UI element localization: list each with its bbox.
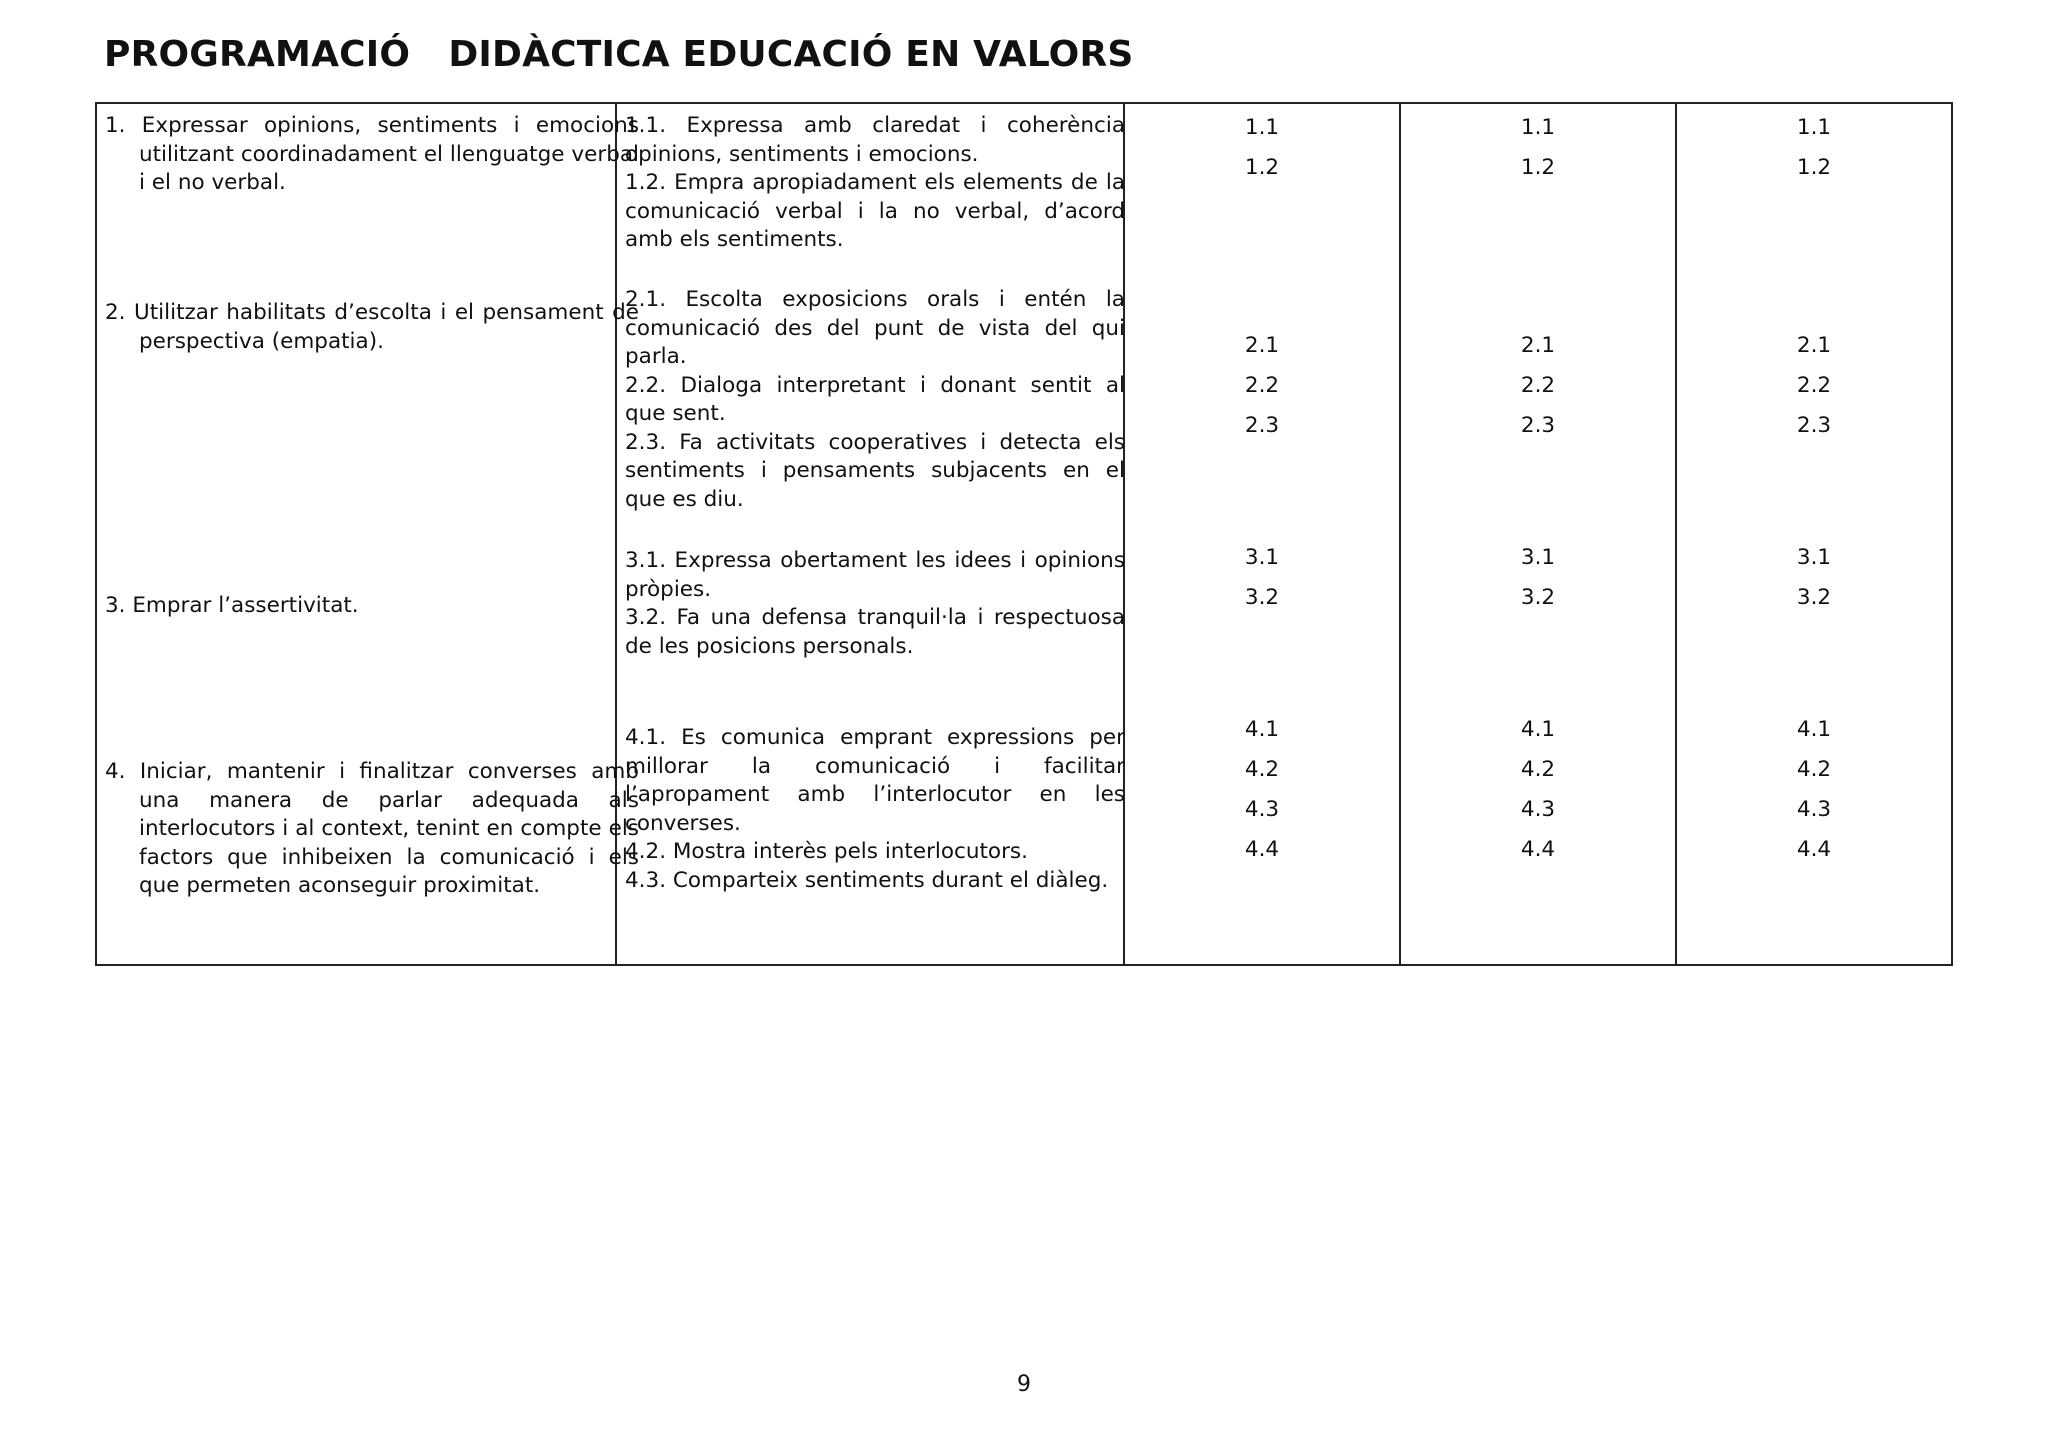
refs-group-4: [1677, 710, 1951, 870]
page-number: 9: [1017, 1372, 1031, 1397]
objective-4: 4. Iniciar, mantenir i finalitzar converses amb una manera de parlar adequada als interlocutors i al context, tenint en compte els factors que inhibeixen la comunicació i els que permeten aconseguir proximitat.: [105, 759, 639, 898]
refs-group-3: [1401, 538, 1675, 618]
refs-group-4: [1125, 710, 1399, 870]
criteria-group-3: [625, 547, 1125, 661]
criterion-2-1: 2.1. Escolta exposicions orals i entén la comunicació des del punt de vista del qui parla.: [625, 287, 1125, 369]
refs-group-4: [1401, 710, 1675, 870]
criterion-1-2: 1.2. Empra apropiadament els elements de la comunicació verbal i la no verbal, d’acord amb els sentiments.: [625, 170, 1125, 252]
reference-column-2: [1400, 103, 1676, 965]
refs-group-2: [1125, 326, 1399, 446]
ref-number: 1.1: [1520, 115, 1556, 140]
objective-3: 3. Emprar l’assertivitat.: [105, 593, 359, 618]
ref-number: 4.4: [1244, 837, 1280, 862]
ref-number: 4.1: [1520, 717, 1556, 742]
refs-group-1: [1677, 108, 1951, 188]
refs-group-2: [1401, 326, 1675, 446]
programming-table: [95, 102, 1953, 966]
ref-number: 2.3: [1244, 413, 1280, 438]
ref-number: 1.2: [1520, 155, 1556, 180]
ref-number: 1.1: [1244, 115, 1280, 140]
objective-2: 2. Utilitzar habilitats d’escolta i el pensament de perspectiva (empatia).: [105, 300, 639, 354]
ref-number: 4.3: [1244, 797, 1280, 822]
criterion-2-2: 2.2. Dialoga interpretant i donant sentit al que sent.: [625, 372, 1125, 426]
table-row: [96, 103, 1952, 965]
ref-number: 3.2: [1244, 585, 1280, 610]
ref-number: 2.1: [1244, 333, 1280, 358]
refs-group-1: [1401, 108, 1675, 188]
reference-column-1: [1124, 103, 1400, 965]
criteria-group-1: [625, 112, 1125, 255]
criterion-2-3: 2.3. Fa activitats cooperatives i detecta els sentiments i pensaments subjacents en el que es diu.: [625, 429, 1125, 512]
ref-number: 4.2: [1520, 757, 1556, 782]
criteria-group-4: [625, 724, 1125, 895]
refs-group-2: [1677, 326, 1951, 446]
ref-number: 4.3: [1520, 797, 1556, 822]
ref-number: 4.2: [1244, 757, 1280, 782]
ref-number: 3.1: [1244, 545, 1280, 570]
ref-number: 3.2: [1796, 585, 1832, 610]
ref-number: 2.2: [1520, 373, 1556, 398]
ref-number: 4.1: [1244, 717, 1280, 742]
reference-column-3: [1676, 103, 1952, 965]
criteria-column: [616, 103, 1124, 965]
ref-number: 3.1: [1520, 545, 1556, 570]
ref-number: 4.1: [1796, 717, 1832, 742]
ref-number: 2.3: [1796, 413, 1832, 438]
ref-number: 4.2: [1796, 757, 1832, 782]
ref-number: 3.2: [1520, 585, 1556, 610]
page-title: PROGRAMACIÓ DIDÀCTICA EDUCACIÓ EN VALORS: [104, 34, 1134, 75]
ref-number: 2.2: [1244, 373, 1280, 398]
refs-group-3: [1677, 538, 1951, 618]
criterion-1-1: 1.1. Expressa amb claredat i coherència opinions, sentiments i emocions.: [625, 113, 1125, 167]
criterion-4-1: 4.1. Es comunica emprant expressions per millorar la comunicació i facilitar l’apropament amb l’interlocutor en les converses.: [625, 725, 1125, 836]
ref-number: 2.1: [1520, 333, 1556, 358]
objective-1: 1. Expressar opinions, sentiments i emocions utilitzant coordinadament el llenguatge verbal i el no verbal.: [105, 113, 639, 195]
ref-number: 2.1: [1796, 333, 1832, 358]
ref-number: 1.2: [1796, 155, 1832, 180]
ref-number: 1.1: [1796, 115, 1832, 140]
criterion-4-2: 4.2. Mostra interès pels interlocutors.: [625, 839, 1028, 864]
ref-number: 4.4: [1796, 837, 1832, 862]
criterion-3-2: 3.2. Fa una defensa tranquil·la i respectuosa de les posicions personals.: [625, 605, 1125, 659]
criterion-3-1: 3.1. Expressa obertament les idees i opinions pròpies.: [625, 548, 1125, 602]
ref-number: 2.2: [1796, 373, 1832, 398]
objectives-column: [96, 103, 639, 965]
refs-group-1: [1125, 108, 1399, 188]
ref-number: 3.1: [1796, 545, 1832, 570]
refs-group-3: [1125, 538, 1399, 618]
ref-number: 1.2: [1244, 155, 1280, 180]
criteria-group-2: [625, 286, 1125, 514]
criterion-4-3: 4.3. Comparteix sentiments durant el diàleg.: [625, 867, 1109, 893]
ref-number: 2.3: [1520, 413, 1556, 438]
ref-number: 4.4: [1520, 837, 1556, 862]
ref-number: 4.3: [1796, 797, 1832, 822]
